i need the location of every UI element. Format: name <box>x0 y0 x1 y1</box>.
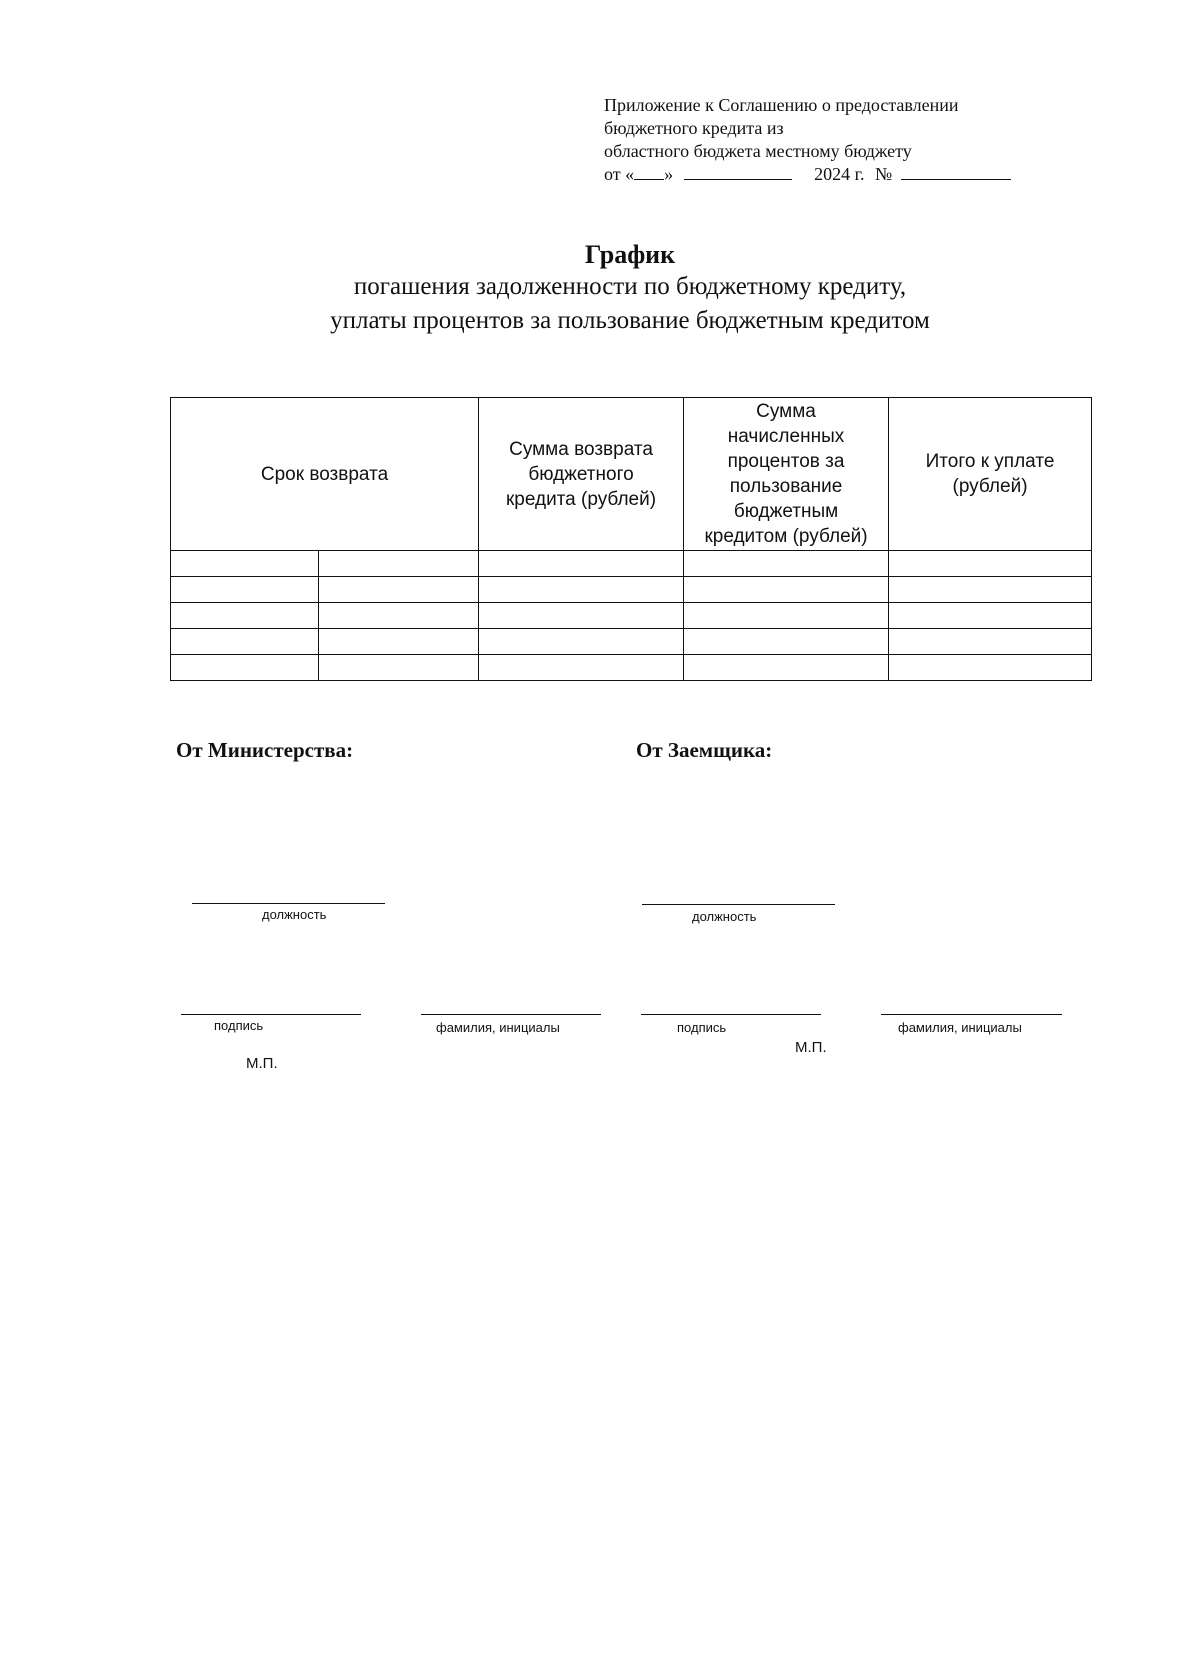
table-cell[interactable] <box>479 655 684 681</box>
table-cell[interactable] <box>684 629 889 655</box>
header-amount: Сумма возврата бюджетного кредита (рублей) <box>479 398 684 551</box>
month-blank <box>684 163 792 180</box>
ministry-seal-label: М.П. <box>246 1055 278 1072</box>
table-cell[interactable] <box>889 655 1092 681</box>
document-title <box>0 240 1200 338</box>
ministry-signature-line[interactable] <box>181 1014 361 1015</box>
day-blank <box>634 163 664 180</box>
annex-line-2: бюджетного кредита из <box>604 118 784 138</box>
table-cell[interactable] <box>479 603 684 629</box>
annex-line-1: Приложение к Соглашению о предоставлении <box>604 95 959 115</box>
table-row <box>171 551 1092 577</box>
table-cell[interactable] <box>889 577 1092 603</box>
borrower-position-caption: должность <box>692 909 757 924</box>
table-cell[interactable] <box>684 603 889 629</box>
table-row <box>171 629 1092 655</box>
annex-line-3: областного бюджета местному бюджету <box>604 141 912 161</box>
table-cell[interactable] <box>889 629 1092 655</box>
table-cell[interactable] <box>889 603 1092 629</box>
ministry-name-line[interactable] <box>421 1014 601 1015</box>
table-cell[interactable] <box>479 577 684 603</box>
table-cell[interactable] <box>319 603 479 629</box>
table-cell[interactable] <box>684 577 889 603</box>
borrower-position-line[interactable] <box>642 904 835 905</box>
annex-header <box>604 94 1044 186</box>
table-cell[interactable] <box>319 629 479 655</box>
ministry-name-caption: фамилия, инициалы <box>436 1020 560 1035</box>
annex-date-line <box>604 163 1044 186</box>
table-header-row <box>171 398 1092 551</box>
header-interest: Сумма начисленных процентов за пользование бюджетным кредитом (рублей) <box>684 398 889 551</box>
table-cell[interactable] <box>889 551 1092 577</box>
borrower-name-line[interactable] <box>881 1014 1062 1015</box>
table-cell[interactable] <box>319 655 479 681</box>
table-cell[interactable] <box>171 603 319 629</box>
borrower-signature-line[interactable] <box>641 1014 821 1015</box>
table-cell[interactable] <box>479 551 684 577</box>
table-cell[interactable] <box>171 577 319 603</box>
table-cell[interactable] <box>171 655 319 681</box>
table-cell[interactable] <box>319 577 479 603</box>
ministry-position-caption: должность <box>262 907 327 922</box>
date-prefix: от « <box>604 164 635 184</box>
date-mid: » <box>664 164 674 184</box>
borrower-name-caption: фамилия, инициалы <box>898 1020 1022 1035</box>
borrower-signature-caption: подпись <box>677 1020 727 1035</box>
table-cell[interactable] <box>479 629 684 655</box>
year-label: 2024 г. <box>814 164 865 184</box>
table-cell[interactable] <box>684 551 889 577</box>
ministry-signature-caption: подпись <box>214 1018 264 1033</box>
ministry-heading: От Министерства: <box>176 738 354 762</box>
title-sub-2: уплаты процентов за пользование бюджетным кредитом <box>330 307 930 334</box>
borrower-seal-label: М.П. <box>795 1039 827 1056</box>
schedule-table <box>170 397 1092 681</box>
header-term: Срок возврата <box>171 398 479 551</box>
borrower-heading: От Заемщика: <box>636 738 773 762</box>
number-sign: № <box>875 164 893 184</box>
header-total: Итого к уплате (рублей) <box>889 398 1092 551</box>
table-row <box>171 655 1092 681</box>
table-cell[interactable] <box>171 551 319 577</box>
table-row <box>171 577 1092 603</box>
table-row <box>171 603 1092 629</box>
number-blank <box>901 163 1011 180</box>
table-cell[interactable] <box>319 551 479 577</box>
table-cell[interactable] <box>171 629 319 655</box>
title-sub-1: погашения задолженности по бюджетному кредиту, <box>353 273 907 300</box>
ministry-position-line[interactable] <box>192 903 385 904</box>
title-main: График <box>584 240 676 269</box>
table-cell[interactable] <box>684 655 889 681</box>
